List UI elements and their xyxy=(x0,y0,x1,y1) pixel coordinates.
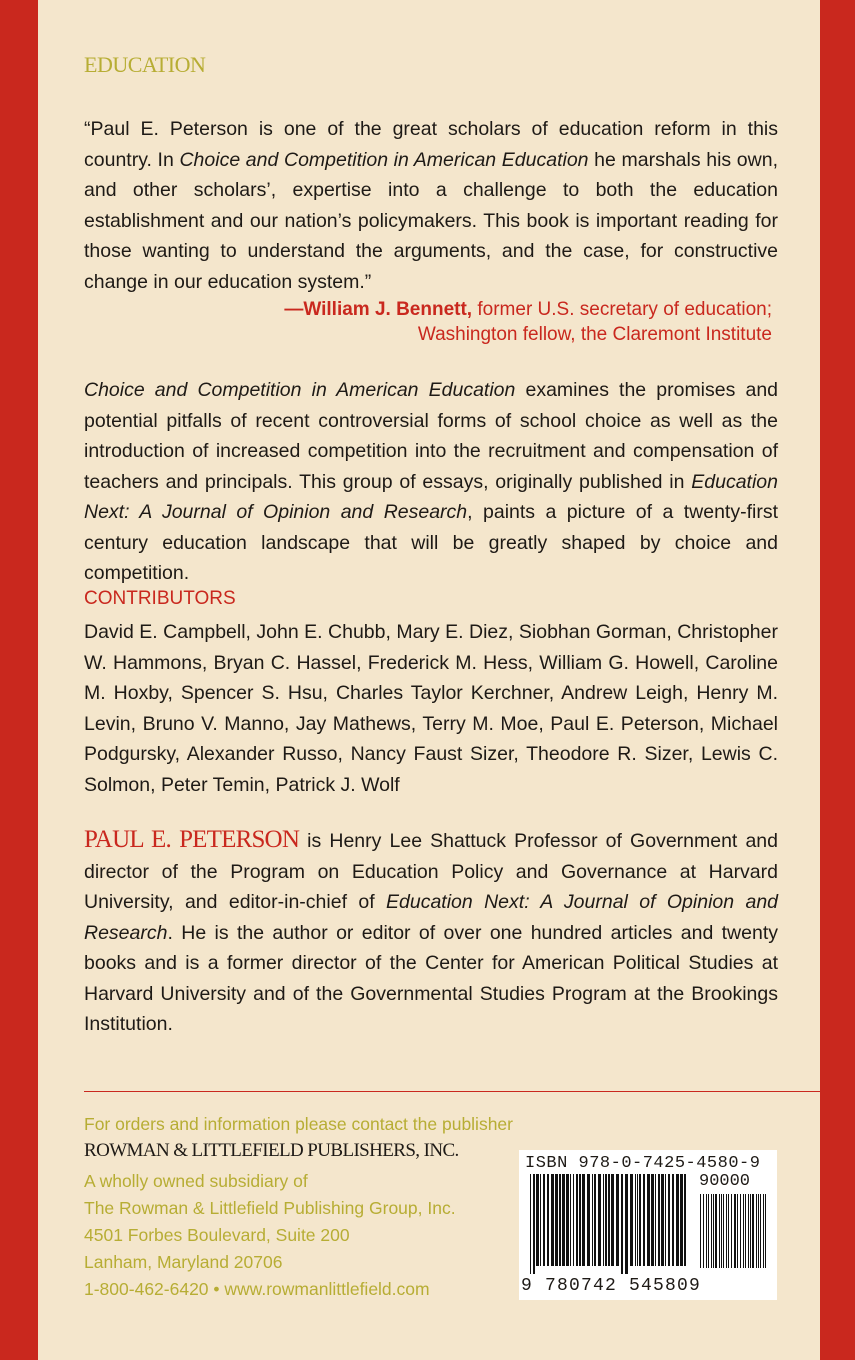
barcode-bar xyxy=(643,1174,645,1266)
barcode-bar xyxy=(540,1174,541,1266)
barcode-bar xyxy=(672,1174,674,1266)
address-line-1: 4501 Forbes Boulevard, Suite 200 xyxy=(84,1225,350,1245)
barcode-bar xyxy=(543,1174,545,1266)
author-bio: PAUL E. PETERSON is Henry Lee Shattuck Professor of Government and director of the Program on Education Policy and Governance at Harvard University, and editor-in-chief of Education Next: A Journal of Opinion and Research. He is the author or editor of over one hundred articles and twenty books and is a former director of the Center for American Political Studies at Harvard University and of the Governmental Studies Program at the Brookings Institution. xyxy=(84,826,779,1035)
barcode-bar xyxy=(668,1174,670,1266)
group-line: The Rowman & Littlefield Publishing Group, Inc. xyxy=(84,1198,456,1218)
barcode-bar xyxy=(658,1174,660,1266)
description-journal-title: Education Next: A Journal of Opinion and Research xyxy=(84,470,778,523)
price-code: 90000 xyxy=(699,1172,751,1191)
barcode-bar xyxy=(676,1174,679,1266)
barcode-bar xyxy=(587,1174,590,1266)
contributors-heading: CONTRIBUTORS xyxy=(84,588,236,609)
barcode-bar xyxy=(723,1194,724,1268)
barcode-bar xyxy=(665,1174,666,1266)
quote-attribution xyxy=(284,297,772,347)
bio-journal-title: Education Next: A Journal of Opinion and Research xyxy=(84,891,779,944)
barcode-bar xyxy=(579,1174,581,1266)
barcode-bar xyxy=(750,1194,751,1268)
barcode-bar xyxy=(551,1174,554,1266)
barcode-bar xyxy=(748,1194,749,1268)
barcode-bar xyxy=(530,1174,531,1274)
isbn-text: ISBN 978-0-7425-4580-9 xyxy=(525,1154,761,1173)
barcode-bar xyxy=(703,1194,704,1268)
barcode-bar xyxy=(655,1174,656,1266)
description-book-title: Choice and Competition in American Education xyxy=(84,379,516,401)
barcode-bar xyxy=(745,1194,746,1268)
barcode-bar xyxy=(605,1174,607,1266)
barcode-bar xyxy=(651,1174,654,1266)
barcode-bar xyxy=(637,1174,638,1266)
attribution-name: —William J. Bennett, xyxy=(284,299,473,320)
barcode-bar xyxy=(555,1174,558,1266)
addon-barcode-bars xyxy=(699,1194,769,1276)
barcode-bar xyxy=(635,1174,636,1266)
barcode-bar xyxy=(684,1174,686,1266)
barcode-bar xyxy=(734,1194,736,1268)
barcode-bar xyxy=(582,1174,585,1266)
barcode-bar xyxy=(715,1194,717,1268)
barcode-bar xyxy=(621,1174,623,1274)
barcode-bar xyxy=(625,1174,628,1274)
barcode-bar xyxy=(758,1194,759,1268)
barcode-bar xyxy=(719,1194,720,1268)
barcode-bar xyxy=(630,1174,633,1266)
category-label: EDUCATION xyxy=(84,52,206,77)
attribution-role: former U.S. secretary of education; xyxy=(472,299,772,320)
contact-line: For orders and information please contact the publisher xyxy=(84,1114,513,1134)
right-red-border xyxy=(820,0,855,1360)
subsidiary-line: A wholly owned subsidiary of xyxy=(84,1171,308,1191)
barcode-bar xyxy=(680,1174,683,1266)
barcode-bar xyxy=(765,1194,766,1268)
barcode-bar xyxy=(562,1174,565,1266)
barcode-bar xyxy=(706,1194,707,1268)
footer-divider xyxy=(84,1091,820,1092)
barcode-bar xyxy=(647,1174,650,1266)
address-line-2: Lanham, Maryland 20706 xyxy=(84,1252,283,1272)
publisher-name: ROWMAN & LITTLEFIELD PUBLISHERS, INC. xyxy=(84,1140,459,1161)
barcode-bar xyxy=(547,1174,549,1266)
barcode-bar xyxy=(594,1174,596,1266)
barcode-bar xyxy=(573,1174,574,1266)
barcode-bar xyxy=(536,1174,539,1266)
barcode-bar xyxy=(566,1174,569,1266)
barcode-bar xyxy=(559,1174,561,1266)
barcode-bar xyxy=(700,1194,701,1268)
barcode-bar xyxy=(721,1194,722,1268)
barcode-bar xyxy=(756,1194,757,1268)
barcode-bar xyxy=(611,1174,614,1266)
barcode-bar xyxy=(763,1194,764,1268)
quote-book-title: Choice and Competition in American Education xyxy=(179,148,589,171)
barcode-bar xyxy=(576,1174,578,1266)
barcode-bar xyxy=(760,1194,761,1268)
barcode-bar xyxy=(737,1194,738,1268)
barcode-bar xyxy=(711,1194,712,1268)
phone-web-line: 1-800-462-6420 • www.rowmanlittlefield.com xyxy=(84,1279,430,1299)
ean-digits: 9 780742 545809 xyxy=(521,1276,702,1296)
barcode-bar xyxy=(639,1174,641,1266)
attribution-affiliation: Washington fellow, the Claremont Institute xyxy=(417,324,772,345)
endorsement-quote: “Paul E. Peterson is one of the great scholars of education reform in this country. In Choice and Competition in American Education he marshals his own, and other scholars’, expertise into a challenge to both the education establishment and our nation’s policymakers. This book is important reading for those wanting to understand the arguments, and the case, for constructive change in our education system.” xyxy=(84,118,778,293)
ean-barcode-bars xyxy=(529,1174,689,1274)
barcode-bar xyxy=(728,1194,729,1268)
barcode-bar xyxy=(608,1174,610,1266)
barcode-bar xyxy=(598,1174,601,1266)
contributors-list: David E. Campbell, John E. Chubb, Mary E. Diez, Siobhan Gorman, Christopher W. Hammons, Bryan C. Hassel, Frederick M. Hess, William G. Howell, Caroline M. Hoxby, Spencer S. Hsu, Charles Taylor Kerchner, Andrew Leigh, Henry M. Levin, Bruno V. Manno, Jay Mathews, Terry M. Moe, Paul E. Peterson, Michael Podgursky, Alexander Russo, Nancy Faust Sizer, Theodore R. Sizer, Lewis C. Solmon, Peter Temin, Patrick J. Wolf xyxy=(84,621,778,796)
barcode-bar xyxy=(743,1194,744,1268)
barcode-bar xyxy=(731,1194,732,1268)
barcode-bar xyxy=(708,1194,709,1268)
book-description: Choice and Competition in American Education examines the promises and potential pitfalls of recent controversial forms of school choice as well as the introduction of increased competition into the recruitment and compensation of teachers and principals. This group of essays, originally published in Education Next: A Journal of Opinion and Research, paints a picture of a twenty-first century education landscape that will be greatly shaped by choice and competition. xyxy=(84,379,779,584)
barcode-bar xyxy=(616,1174,619,1266)
barcode-bar xyxy=(603,1174,604,1266)
barcode-bar xyxy=(713,1194,714,1268)
barcode-bar xyxy=(533,1174,535,1274)
left-red-border xyxy=(0,0,38,1360)
barcode-bar xyxy=(740,1194,741,1268)
author-name: PAUL E. PETERSON xyxy=(84,826,300,853)
barcode-bar xyxy=(726,1194,727,1268)
barcode-bar xyxy=(752,1194,754,1268)
barcode-bar xyxy=(592,1174,593,1266)
barcode-bar xyxy=(661,1174,664,1266)
barcode-bar xyxy=(570,1174,571,1266)
isbn-barcode xyxy=(519,1150,777,1300)
